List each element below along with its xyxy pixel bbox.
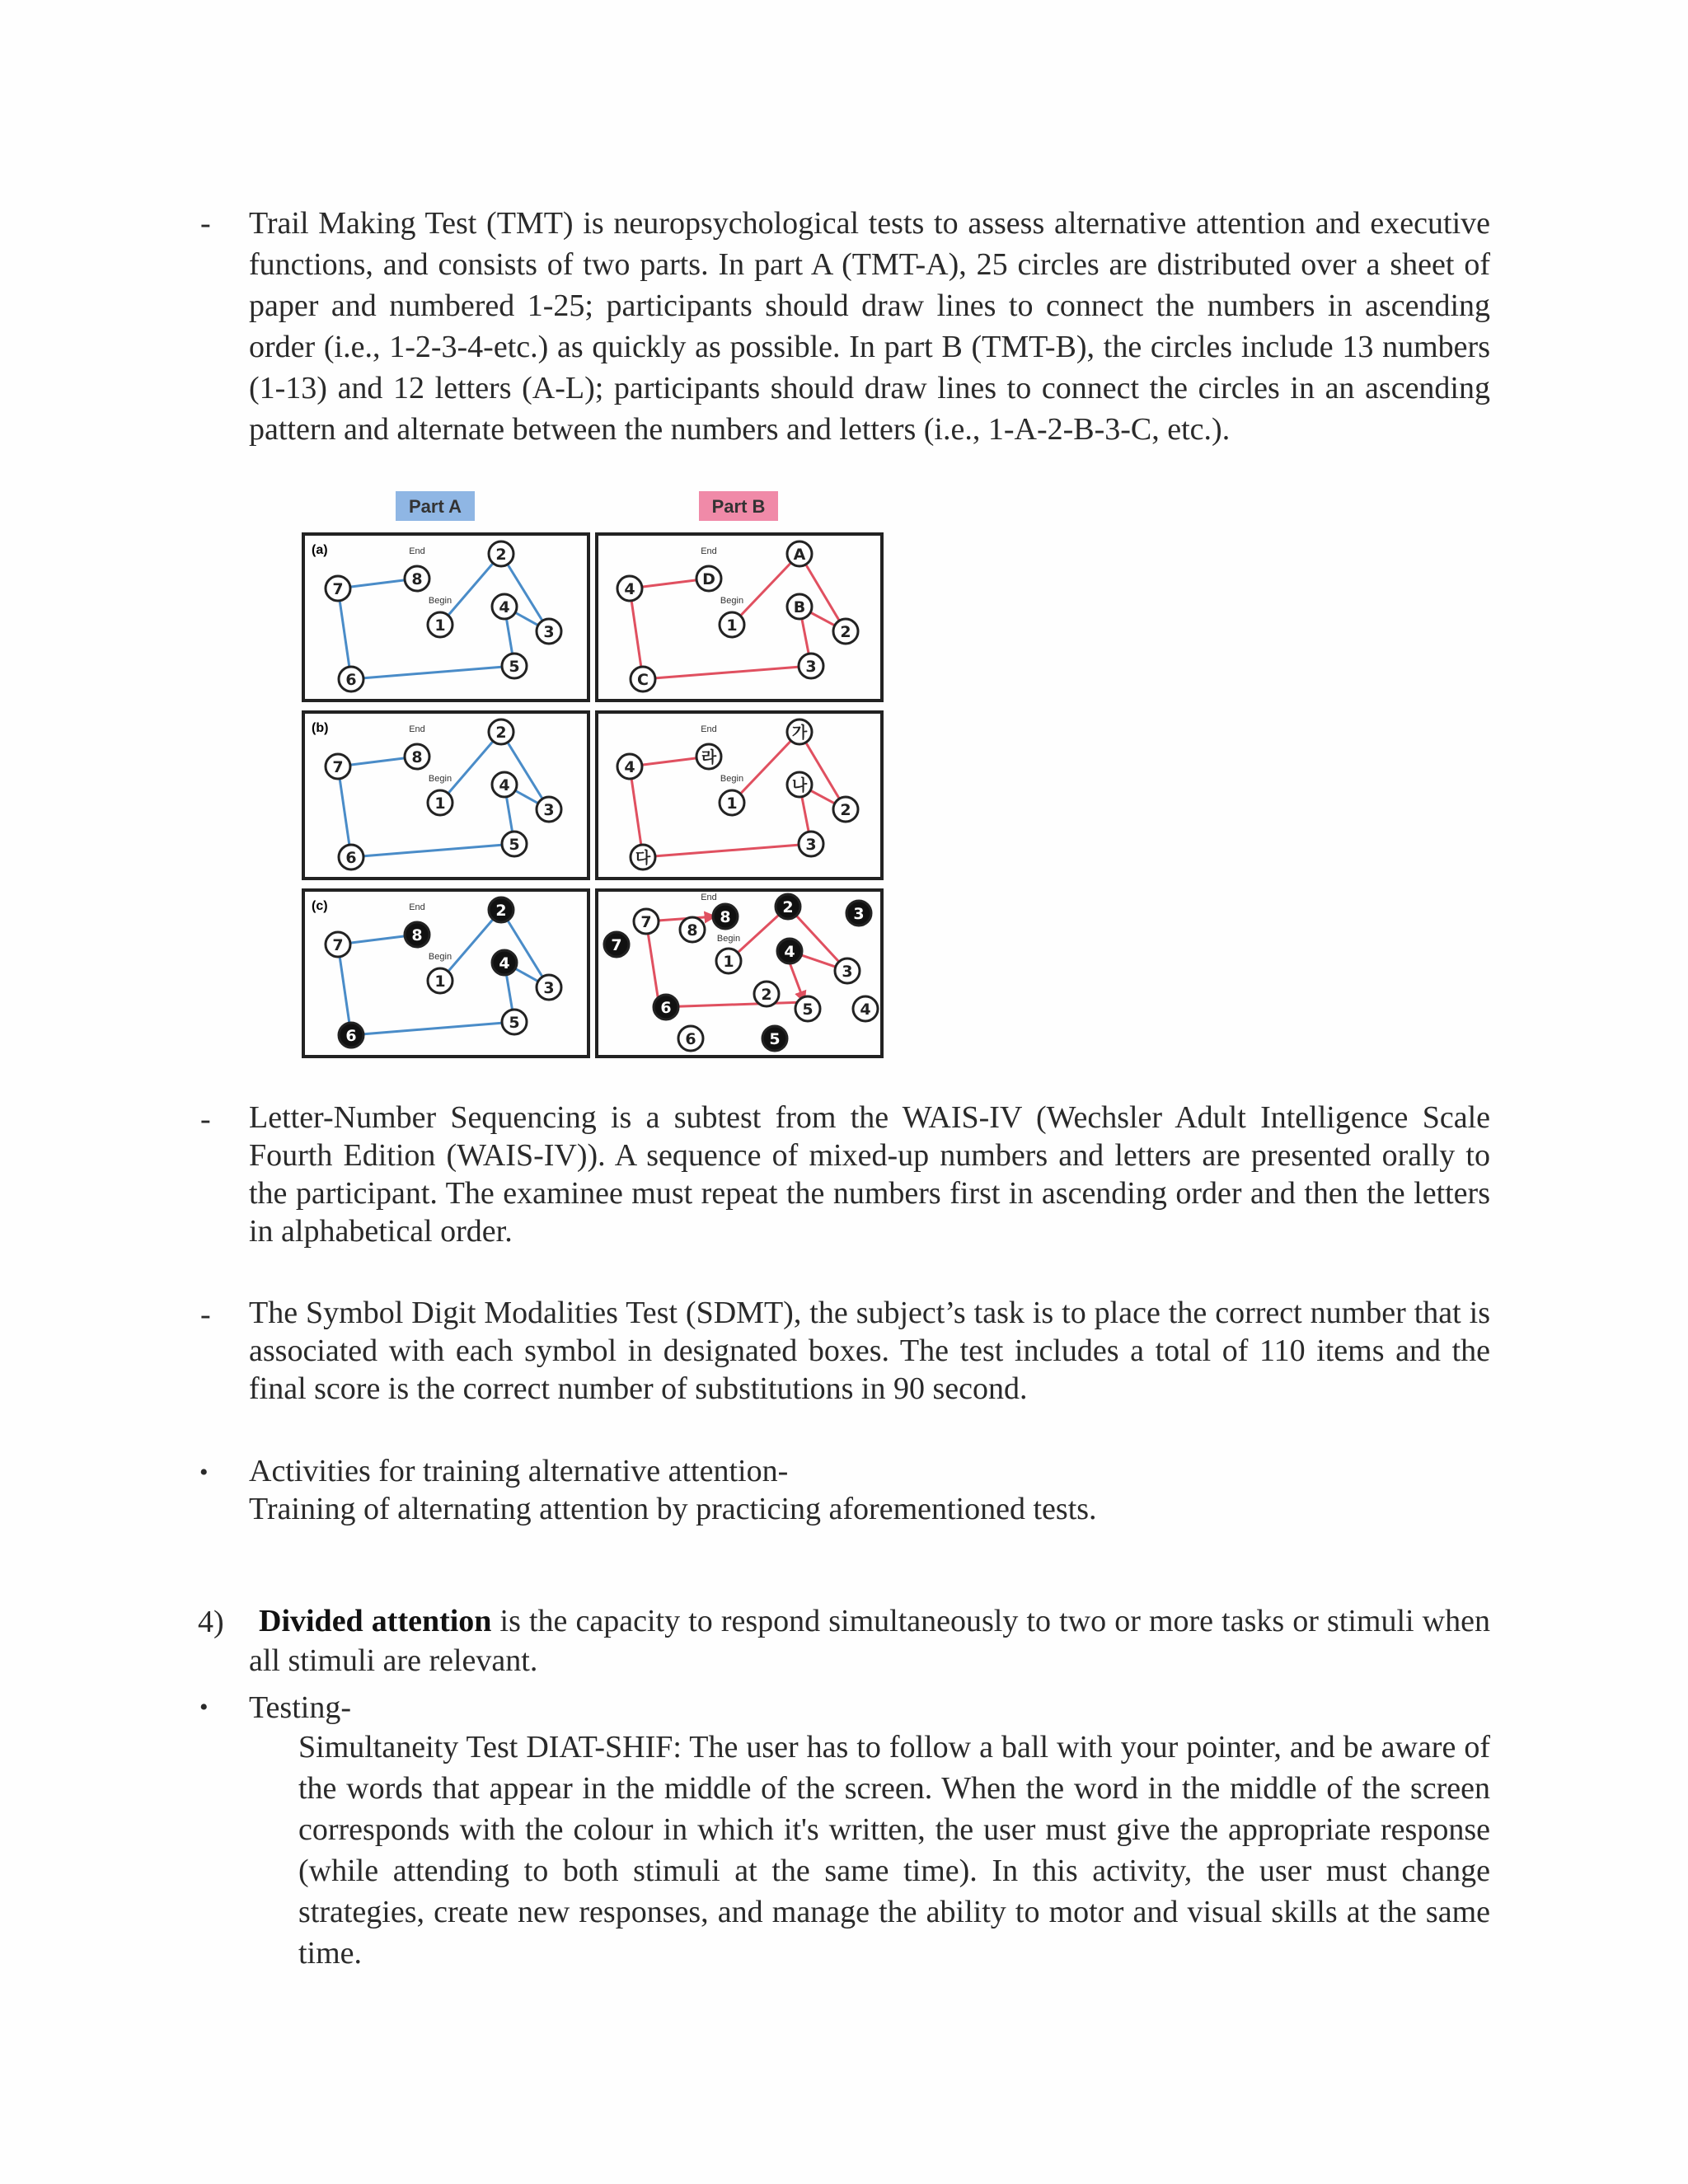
divided-term: Divided attention [259,1604,492,1638]
node-tag: End [409,724,425,734]
trail-node-label: 3 [853,905,865,923]
trail-node-label: 8 [687,921,698,940]
trail-node-label: 3 [543,623,555,641]
node-tag: End [701,546,717,556]
trail-node-label: 7 [332,936,344,954]
trail-node-label: 나 [791,776,808,794]
trail-node-label: 5 [509,836,520,854]
part-b-label: Part B [711,496,766,517]
trail-node-label: 4 [499,954,510,972]
trail-node-label: 4 [624,580,635,598]
list-dash: - [200,1102,211,1137]
trail-node-label: 7 [611,936,622,954]
node-tag: Begin [428,596,452,606]
trail-node-label: 6 [660,999,672,1017]
node-tag: End [409,902,425,912]
trail-node-label: 1 [434,794,446,813]
sdmt-paragraph: The Symbol Digit Modalities Test (SDMT), the subject’s task is to place the correct number that is associated with each symbol in designated boxes. The test includes a total of 110 items and the final score is the correct number of substitutions in 90 second. [249,1296,1490,1406]
node-tag: Begin [428,774,452,784]
trail-node-label: 4 [624,758,635,776]
trail-node-label: 5 [769,1030,781,1048]
node-tag: Begin [720,596,744,606]
trail-node-label: 7 [332,580,344,598]
trail-node-label: 6 [685,1030,696,1048]
lns-paragraph: Letter-Number Sequencing is a subtest from the WAIS-IV (Wechsler Adult Intelligence Scale Fourth Edition (WAIS-IV)). A sequence of mixed-up numbers and letters are presented orally to the participant. The examinee must repeat the numbers first in ascending order and then the letters in alphabetical order. [249,1100,1490,1249]
trail-node-label: 8 [411,570,423,588]
trail-node-label: 6 [345,671,357,689]
trail-node-label: 6 [345,849,357,867]
trail-node-label: 3 [543,979,555,997]
activities-text: Training of alternating attention by practicing aforementioned tests. [249,1492,1097,1526]
trail-node-label: 8 [411,926,423,944]
trail-node-label: 3 [805,658,817,676]
trail-node-label: A [793,546,806,564]
trail-node-label: 2 [495,902,507,920]
node-tag: Begin [720,774,744,784]
row-label-c: (c) [312,899,328,913]
trail-node-label: 7 [640,913,652,931]
trail-node-label: 1 [726,794,738,813]
node-tag: Begin [716,934,741,944]
row-label-a: (a) [312,543,328,557]
trail-node-label: 2 [840,801,851,819]
trail-node-label: 1 [726,616,738,635]
trail-node-label: C [637,671,649,689]
trail-node-label: 라 [701,748,717,766]
trail-node-label: 5 [509,1014,520,1032]
divided-text: is the capacity to respond simultaneously to two or more tasks or stimuli when all stimuli are relevant. [249,1604,1490,1678]
trail-node-label: 4 [860,1001,871,1019]
trail-node-label: 2 [495,546,507,564]
trail-node-label: 3 [805,836,817,854]
trail-node-label: 8 [411,748,423,766]
divided-paragraph [249,1601,1490,1680]
trail-node-label: 다 [635,849,651,867]
trail-node-label: 1 [723,953,734,971]
trail-node-label: 1 [434,972,446,991]
trail-node-label: 8 [720,908,731,926]
list-dash: - [200,206,211,241]
list-dash: - [200,1297,211,1332]
tmt-paragraph: Trail Making Test (TMT) is neuropsychological tests to assess alternative attention and executive functions, and consists of two parts. In part A (TMT-A), 25 circles are distributed over a sheet of paper and numbered 1-25; participants should draw lines to connect the numbers in ascending order (i.e., 1-2-3-4-etc.) as quickly as possible. In part B (TMT-B), the circles include 13 numbers (1-13) and 12 letters (A-L); participants should draw lines to connect the circles in an ascending pattern and alternate between the numbers and letters (i.e., 1-A-2-B-3-C, etc.). [249,206,1490,447]
activities-title: Activities for training alternative attention- [249,1454,789,1488]
node-tag: End [409,546,425,556]
trail-node-label: 2 [840,623,851,641]
testing-paragraph: Simultaneity Test DIAT-SHIF: The user has to follow a ball with your pointer, and be aware of the words that appear in the middle of the screen. When the word in the middle of the screen corresponds with the colour in which it's written, the user must give the appropriate response (while attending to both stimuli at the same time). In this activity, the user must change strategies, create new responses, and manage the ability to motor and visual skills at the same time. [298,1730,1490,1971]
trail-node-label: B [793,598,806,616]
trail-node-label: 5 [509,658,520,676]
trail-node-label: 5 [802,1001,814,1019]
activities-block [249,1452,1490,1528]
trail-making-figure [297,491,890,1063]
testing-label: Testing- [249,1690,351,1725]
trail-node-label: 2 [761,986,772,1004]
trail-node-label: 1 [434,616,446,635]
node-tag: End [701,724,717,734]
node-tag: End [701,893,717,902]
node-tag: Begin [428,952,452,962]
trail-node-label: 3 [543,801,555,819]
trail-node-label: 7 [332,758,344,776]
trail-node-label: 3 [842,963,853,981]
trail-node-label: 4 [499,598,510,616]
row-label-b: (b) [312,721,329,735]
trail-node-label: 2 [495,724,507,742]
bullet: • [199,1459,209,1486]
trail-node-label: 6 [345,1027,357,1045]
trail-node-label: 4 [784,943,795,961]
panel-b3-content [646,907,847,1007]
trail-node-label: 4 [499,776,510,794]
trail-node-label: D [702,570,715,588]
part-a-label: Part A [409,496,462,517]
trail-node-label: 2 [782,898,794,916]
trail-node-label: 가 [791,724,808,742]
bullet: • [199,1694,209,1721]
section-number: 4) [198,1605,224,1639]
